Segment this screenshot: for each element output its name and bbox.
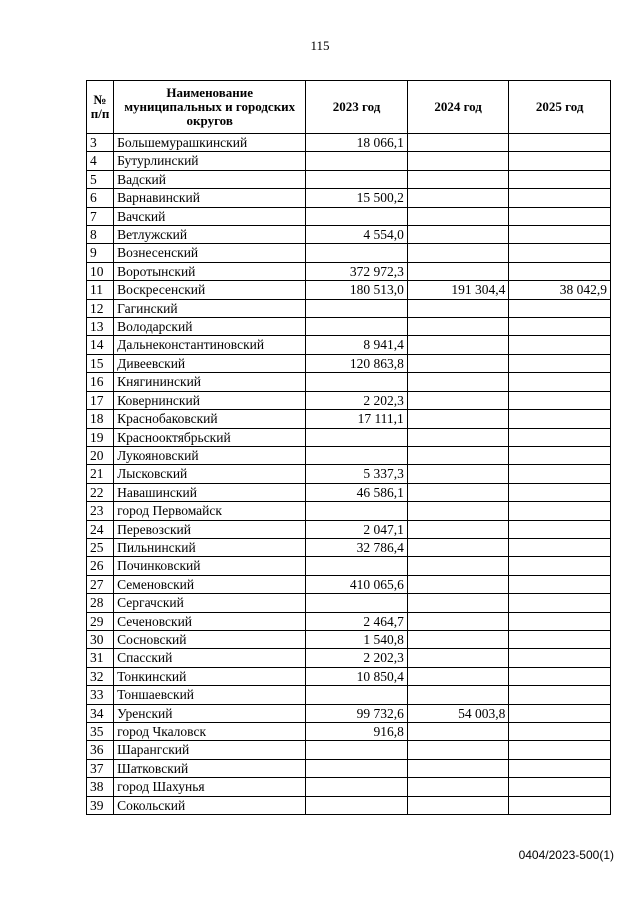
table-row — [87, 170, 611, 188]
value-2024-cell — [407, 336, 509, 354]
table-row — [87, 281, 611, 299]
value-2025-cell — [509, 170, 611, 188]
municipality-name-cell: Ковернинский — [114, 391, 306, 409]
table-row — [87, 428, 611, 446]
municipality-name-cell: Вознесенский — [114, 244, 306, 262]
value-2023-cell — [306, 686, 408, 704]
row-number-cell: 9 — [87, 244, 114, 262]
row-number-cell: 4 — [87, 152, 114, 170]
row-number-cell: 5 — [87, 170, 114, 188]
table-row — [87, 373, 611, 391]
value-2024-cell — [407, 483, 509, 501]
value-2024-cell — [407, 612, 509, 630]
municipality-name-cell: Варнавинский — [114, 189, 306, 207]
value-2024-cell — [407, 428, 509, 446]
row-number-cell: 15 — [87, 354, 114, 372]
value-2024-cell — [407, 446, 509, 464]
value-2025-cell — [509, 483, 611, 501]
table-row — [87, 630, 611, 648]
value-2024-cell — [407, 465, 509, 483]
municipality-name-cell: Бутурлинский — [114, 152, 306, 170]
value-2025-cell — [509, 465, 611, 483]
row-number-cell: 18 — [87, 410, 114, 428]
value-2023-cell — [306, 244, 408, 262]
municipality-name-cell: Сосновский — [114, 630, 306, 648]
table-row — [87, 446, 611, 464]
value-2024-cell — [407, 575, 509, 593]
table-row — [87, 299, 611, 317]
row-number-cell: 13 — [87, 318, 114, 336]
value-2025-cell — [509, 336, 611, 354]
value-2024-cell — [407, 391, 509, 409]
municipality-name-cell: Краснооктябрьский — [114, 428, 306, 446]
value-2024-cell — [407, 410, 509, 428]
table-row — [87, 391, 611, 409]
value-2025-cell — [509, 796, 611, 814]
municipality-name-cell: Княгининский — [114, 373, 306, 391]
value-2025-cell — [509, 152, 611, 170]
header-2025: 2025 год — [509, 81, 611, 134]
value-2025-cell — [509, 704, 611, 722]
value-2024-cell: 191 304,4 — [407, 281, 509, 299]
value-2025-cell — [509, 299, 611, 317]
value-2024-cell — [407, 207, 509, 225]
table-row — [87, 520, 611, 538]
municipality-name-cell: Дивеевский — [114, 354, 306, 372]
value-2023-cell — [306, 170, 408, 188]
table-row — [87, 723, 611, 741]
value-2023-cell: 2 202,3 — [306, 391, 408, 409]
row-number-cell: 27 — [87, 575, 114, 593]
value-2023-cell — [306, 557, 408, 575]
municipality-name-cell: Воротынский — [114, 262, 306, 280]
table-row — [87, 134, 611, 152]
value-2025-cell — [509, 428, 611, 446]
value-2023-cell: 4 554,0 — [306, 226, 408, 244]
row-number-cell: 35 — [87, 723, 114, 741]
row-number-cell: 26 — [87, 557, 114, 575]
value-2025-cell — [509, 262, 611, 280]
header-num: № п/п — [87, 81, 114, 134]
row-number-cell: 8 — [87, 226, 114, 244]
value-2024-cell — [407, 686, 509, 704]
page-number: 115 — [310, 38, 330, 53]
value-2024-cell — [407, 778, 509, 796]
value-2023-cell: 916,8 — [306, 723, 408, 741]
municipality-name-cell: город Шахунья — [114, 778, 306, 796]
value-2023-cell — [306, 318, 408, 336]
municipality-name-cell: Лысковский — [114, 465, 306, 483]
value-2023-cell: 99 732,6 — [306, 704, 408, 722]
value-2025-cell — [509, 446, 611, 464]
municipality-name-cell: Перевозский — [114, 520, 306, 538]
row-number-cell: 10 — [87, 262, 114, 280]
municipality-name-cell: Тонкинский — [114, 667, 306, 685]
municipality-name-cell: Вадский — [114, 170, 306, 188]
municipality-name-cell: Гагинский — [114, 299, 306, 317]
row-number-cell: 21 — [87, 465, 114, 483]
value-2024-cell — [407, 502, 509, 520]
value-2025-cell — [509, 226, 611, 244]
value-2023-cell — [306, 446, 408, 464]
table-body — [87, 134, 611, 815]
table-row — [87, 741, 611, 759]
row-number-cell: 19 — [87, 428, 114, 446]
value-2025-cell — [509, 630, 611, 648]
table-row — [87, 538, 611, 556]
value-2023-cell: 410 065,6 — [306, 575, 408, 593]
value-2025-cell — [509, 373, 611, 391]
municipality-name-cell: Сергачский — [114, 594, 306, 612]
row-number-cell: 28 — [87, 594, 114, 612]
value-2023-cell — [306, 778, 408, 796]
value-2023-cell — [306, 428, 408, 446]
value-2023-cell — [306, 759, 408, 777]
table-row — [87, 354, 611, 372]
row-number-cell: 23 — [87, 502, 114, 520]
municipality-name-cell: Спасский — [114, 649, 306, 667]
value-2023-cell — [306, 299, 408, 317]
value-2024-cell — [407, 741, 509, 759]
row-number-cell: 6 — [87, 189, 114, 207]
value-2024-cell — [407, 354, 509, 372]
value-2025-cell — [509, 354, 611, 372]
value-2024-cell — [407, 759, 509, 777]
budget-table — [86, 80, 611, 815]
municipality-name-cell: Большемурашкинский — [114, 134, 306, 152]
municipality-name-cell: Сеченовский — [114, 612, 306, 630]
value-2023-cell — [306, 373, 408, 391]
row-number-cell: 33 — [87, 686, 114, 704]
row-number-cell: 11 — [87, 281, 114, 299]
value-2024-cell — [407, 134, 509, 152]
table-row — [87, 189, 611, 207]
municipality-name-cell: Дальнеконстантиновский — [114, 336, 306, 354]
value-2025-cell — [509, 686, 611, 704]
municipality-name-cell: Тоншаевский — [114, 686, 306, 704]
value-2023-cell — [306, 207, 408, 225]
table-row — [87, 778, 611, 796]
row-number-cell: 36 — [87, 741, 114, 759]
value-2025-cell — [509, 575, 611, 593]
value-2024-cell — [407, 262, 509, 280]
header-name: Наименование муниципальных и городских округов — [114, 81, 306, 134]
value-2025-cell — [509, 759, 611, 777]
value-2024-cell — [407, 538, 509, 556]
table-row — [87, 612, 611, 630]
table-row — [87, 226, 611, 244]
row-number-cell: 20 — [87, 446, 114, 464]
row-number-cell: 14 — [87, 336, 114, 354]
value-2023-cell — [306, 741, 408, 759]
value-2023-cell — [306, 152, 408, 170]
row-number-cell: 29 — [87, 612, 114, 630]
value-2025-cell — [509, 594, 611, 612]
table-row — [87, 796, 611, 814]
value-2025-cell — [509, 318, 611, 336]
table-row — [87, 244, 611, 262]
row-number-cell: 12 — [87, 299, 114, 317]
row-number-cell: 34 — [87, 704, 114, 722]
table-row — [87, 336, 611, 354]
value-2023-cell: 2 464,7 — [306, 612, 408, 630]
row-number-cell: 31 — [87, 649, 114, 667]
row-number-cell: 37 — [87, 759, 114, 777]
value-2023-cell: 46 586,1 — [306, 483, 408, 501]
value-2023-cell: 8 941,4 — [306, 336, 408, 354]
table-row — [87, 667, 611, 685]
row-number-cell: 39 — [87, 796, 114, 814]
value-2024-cell — [407, 318, 509, 336]
table-header-row — [87, 81, 611, 134]
table-row — [87, 262, 611, 280]
value-2025-cell — [509, 189, 611, 207]
value-2025-cell — [509, 410, 611, 428]
row-number-cell: 38 — [87, 778, 114, 796]
municipality-name-cell: Володарский — [114, 318, 306, 336]
table-row — [87, 594, 611, 612]
header-2023: 2023 год — [306, 81, 408, 134]
table-row — [87, 483, 611, 501]
row-number-cell: 25 — [87, 538, 114, 556]
table-row — [87, 575, 611, 593]
value-2025-cell: 38 042,9 — [509, 281, 611, 299]
row-number-cell: 7 — [87, 207, 114, 225]
value-2023-cell: 180 513,0 — [306, 281, 408, 299]
value-2023-cell: 5 337,3 — [306, 465, 408, 483]
value-2024-cell — [407, 299, 509, 317]
value-2023-cell: 32 786,4 — [306, 538, 408, 556]
header-2024: 2024 год — [407, 81, 509, 134]
value-2024-cell — [407, 170, 509, 188]
table-row — [87, 759, 611, 777]
value-2025-cell — [509, 778, 611, 796]
value-2023-cell — [306, 594, 408, 612]
value-2025-cell — [509, 207, 611, 225]
value-2025-cell — [509, 134, 611, 152]
row-number-cell: 3 — [87, 134, 114, 152]
document-code: 0404/2023-500(1) — [518, 848, 614, 862]
value-2025-cell — [509, 667, 611, 685]
municipality-name-cell: Ветлужский — [114, 226, 306, 244]
value-2025-cell — [509, 741, 611, 759]
value-2023-cell: 120 863,8 — [306, 354, 408, 372]
value-2023-cell: 18 066,1 — [306, 134, 408, 152]
municipality-name-cell: Краснобаковский — [114, 410, 306, 428]
table-row — [87, 410, 611, 428]
table-row — [87, 686, 611, 704]
value-2024-cell — [407, 649, 509, 667]
value-2024-cell — [407, 667, 509, 685]
value-2023-cell: 2 047,1 — [306, 520, 408, 538]
table-row — [87, 207, 611, 225]
table-row — [87, 318, 611, 336]
municipality-name-cell: город Первомайск — [114, 502, 306, 520]
value-2024-cell — [407, 244, 509, 262]
municipality-name-cell: Шатковский — [114, 759, 306, 777]
value-2023-cell: 15 500,2 — [306, 189, 408, 207]
municipality-name-cell: Воскресенский — [114, 281, 306, 299]
table-row — [87, 465, 611, 483]
row-number-cell: 16 — [87, 373, 114, 391]
municipality-name-cell: город Чкаловск — [114, 723, 306, 741]
municipality-name-cell: Лукояновский — [114, 446, 306, 464]
value-2023-cell: 372 972,3 — [306, 262, 408, 280]
value-2023-cell: 10 850,4 — [306, 667, 408, 685]
table-row — [87, 152, 611, 170]
value-2024-cell: 54 003,8 — [407, 704, 509, 722]
row-number-cell: 22 — [87, 483, 114, 501]
value-2023-cell: 1 540,8 — [306, 630, 408, 648]
municipality-name-cell: Починковский — [114, 557, 306, 575]
value-2024-cell — [407, 594, 509, 612]
municipality-name-cell: Уренский — [114, 704, 306, 722]
value-2025-cell — [509, 538, 611, 556]
row-number-cell: 30 — [87, 630, 114, 648]
value-2025-cell — [509, 520, 611, 538]
value-2025-cell — [509, 723, 611, 741]
municipality-name-cell: Семеновский — [114, 575, 306, 593]
value-2025-cell — [509, 649, 611, 667]
table-row — [87, 557, 611, 575]
value-2025-cell — [509, 502, 611, 520]
value-2025-cell — [509, 612, 611, 630]
table-row — [87, 704, 611, 722]
value-2023-cell: 17 111,1 — [306, 410, 408, 428]
row-number-cell: 32 — [87, 667, 114, 685]
value-2023-cell: 2 202,3 — [306, 649, 408, 667]
municipality-name-cell: Сокольский — [114, 796, 306, 814]
value-2025-cell — [509, 391, 611, 409]
value-2025-cell — [509, 557, 611, 575]
value-2023-cell — [306, 796, 408, 814]
value-2025-cell — [509, 244, 611, 262]
municipality-name-cell: Вачский — [114, 207, 306, 225]
value-2024-cell — [407, 723, 509, 741]
value-2024-cell — [407, 226, 509, 244]
value-2024-cell — [407, 152, 509, 170]
row-number-cell: 17 — [87, 391, 114, 409]
value-2023-cell — [306, 502, 408, 520]
municipality-name-cell: Шарангский — [114, 741, 306, 759]
value-2024-cell — [407, 520, 509, 538]
table-row — [87, 649, 611, 667]
value-2024-cell — [407, 796, 509, 814]
row-number-cell: 24 — [87, 520, 114, 538]
value-2024-cell — [407, 630, 509, 648]
value-2024-cell — [407, 189, 509, 207]
table-row — [87, 502, 611, 520]
municipality-name-cell: Навашинский — [114, 483, 306, 501]
value-2024-cell — [407, 557, 509, 575]
value-2024-cell — [407, 373, 509, 391]
municipality-name-cell: Пильнинский — [114, 538, 306, 556]
